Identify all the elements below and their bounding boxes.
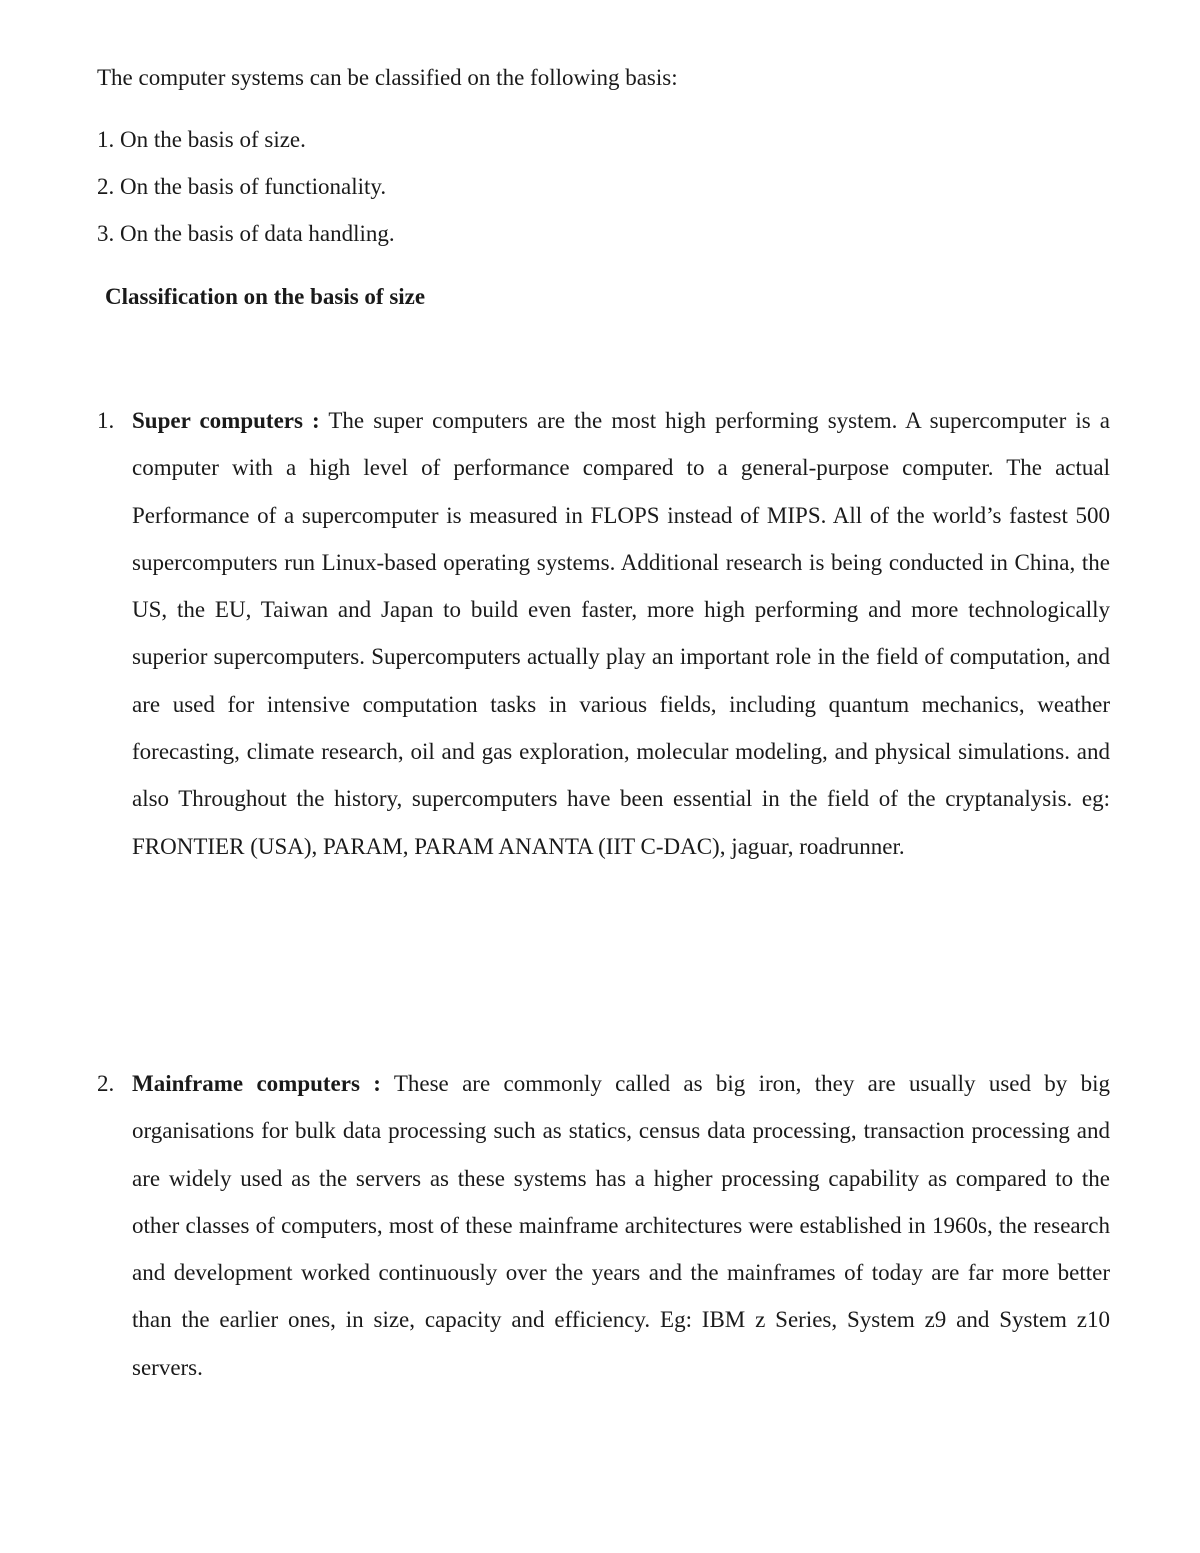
item-term: Super computers : bbox=[132, 408, 320, 433]
item-number: 1. bbox=[97, 408, 115, 433]
item-body bbox=[132, 1060, 1110, 1391]
basis-list-item: 1. On the basis of size. bbox=[97, 127, 306, 152]
basis-list-item: 2. On the basis of functionality. bbox=[97, 174, 387, 199]
item-term: Mainframe computers : bbox=[132, 1071, 381, 1096]
classification-item-mainframe-computers bbox=[97, 1060, 1110, 1391]
item-description: These are commonly called as big iron, they are usually used by big organisations for bulk data processing such as statics, census data processing, transaction processing and are widely used as the servers as these systems has a higher processing capability as compared to the other classes of computers, most of these mainframe architectures were established in 1960s, the research and development worked continuously over the years and the mainframes of today are far more better than the earlier ones, in size, capacity and efficiency. bbox=[132, 1071, 1111, 1333]
classification-item-super-computers bbox=[97, 397, 1110, 870]
item-examples: Eg: IBM z Series, System z9 and System z10 servers. bbox=[132, 1307, 1110, 1380]
basis-list-item: 3. On the basis of data handling. bbox=[97, 221, 395, 246]
intro-text: The computer systems can be classified on the following basis: bbox=[97, 65, 678, 90]
item-description: The super computers are the most high performing system. A supercomputer is a computer with a high level of performance compared to a general-purpose computer. The actual Performance of a supercomputer is measured in FLOPS instead of MIPS. All of the world’s fastest 500 supercomputers run Linux-based operating systems. Additional research is being conducted in China, the US, the EU, Taiwan and Japan to build even faster, more high performing and more technologically superior supercomputers. Supercomputers actually play an important role in the field of computation, and are used for intensive computation tasks in various fields, including quantum mechanics, weather forecasting, climate research, oil and gas exploration, molecular modeling, and physical simulations. and also Throughout the history, supercomputers have been essential in the field of the cryptanalysis. bbox=[132, 408, 1110, 812]
item-body bbox=[132, 397, 1110, 870]
basis-list bbox=[97, 122, 395, 263]
item-number: 2. bbox=[97, 1071, 115, 1096]
section-heading: Classification on the basis of size bbox=[105, 284, 426, 309]
item-examples: eg: FRONTIER (USA), PARAM, PARAM ANANTA (IIT C-DAC), jaguar, roadrunner. bbox=[132, 786, 1110, 859]
